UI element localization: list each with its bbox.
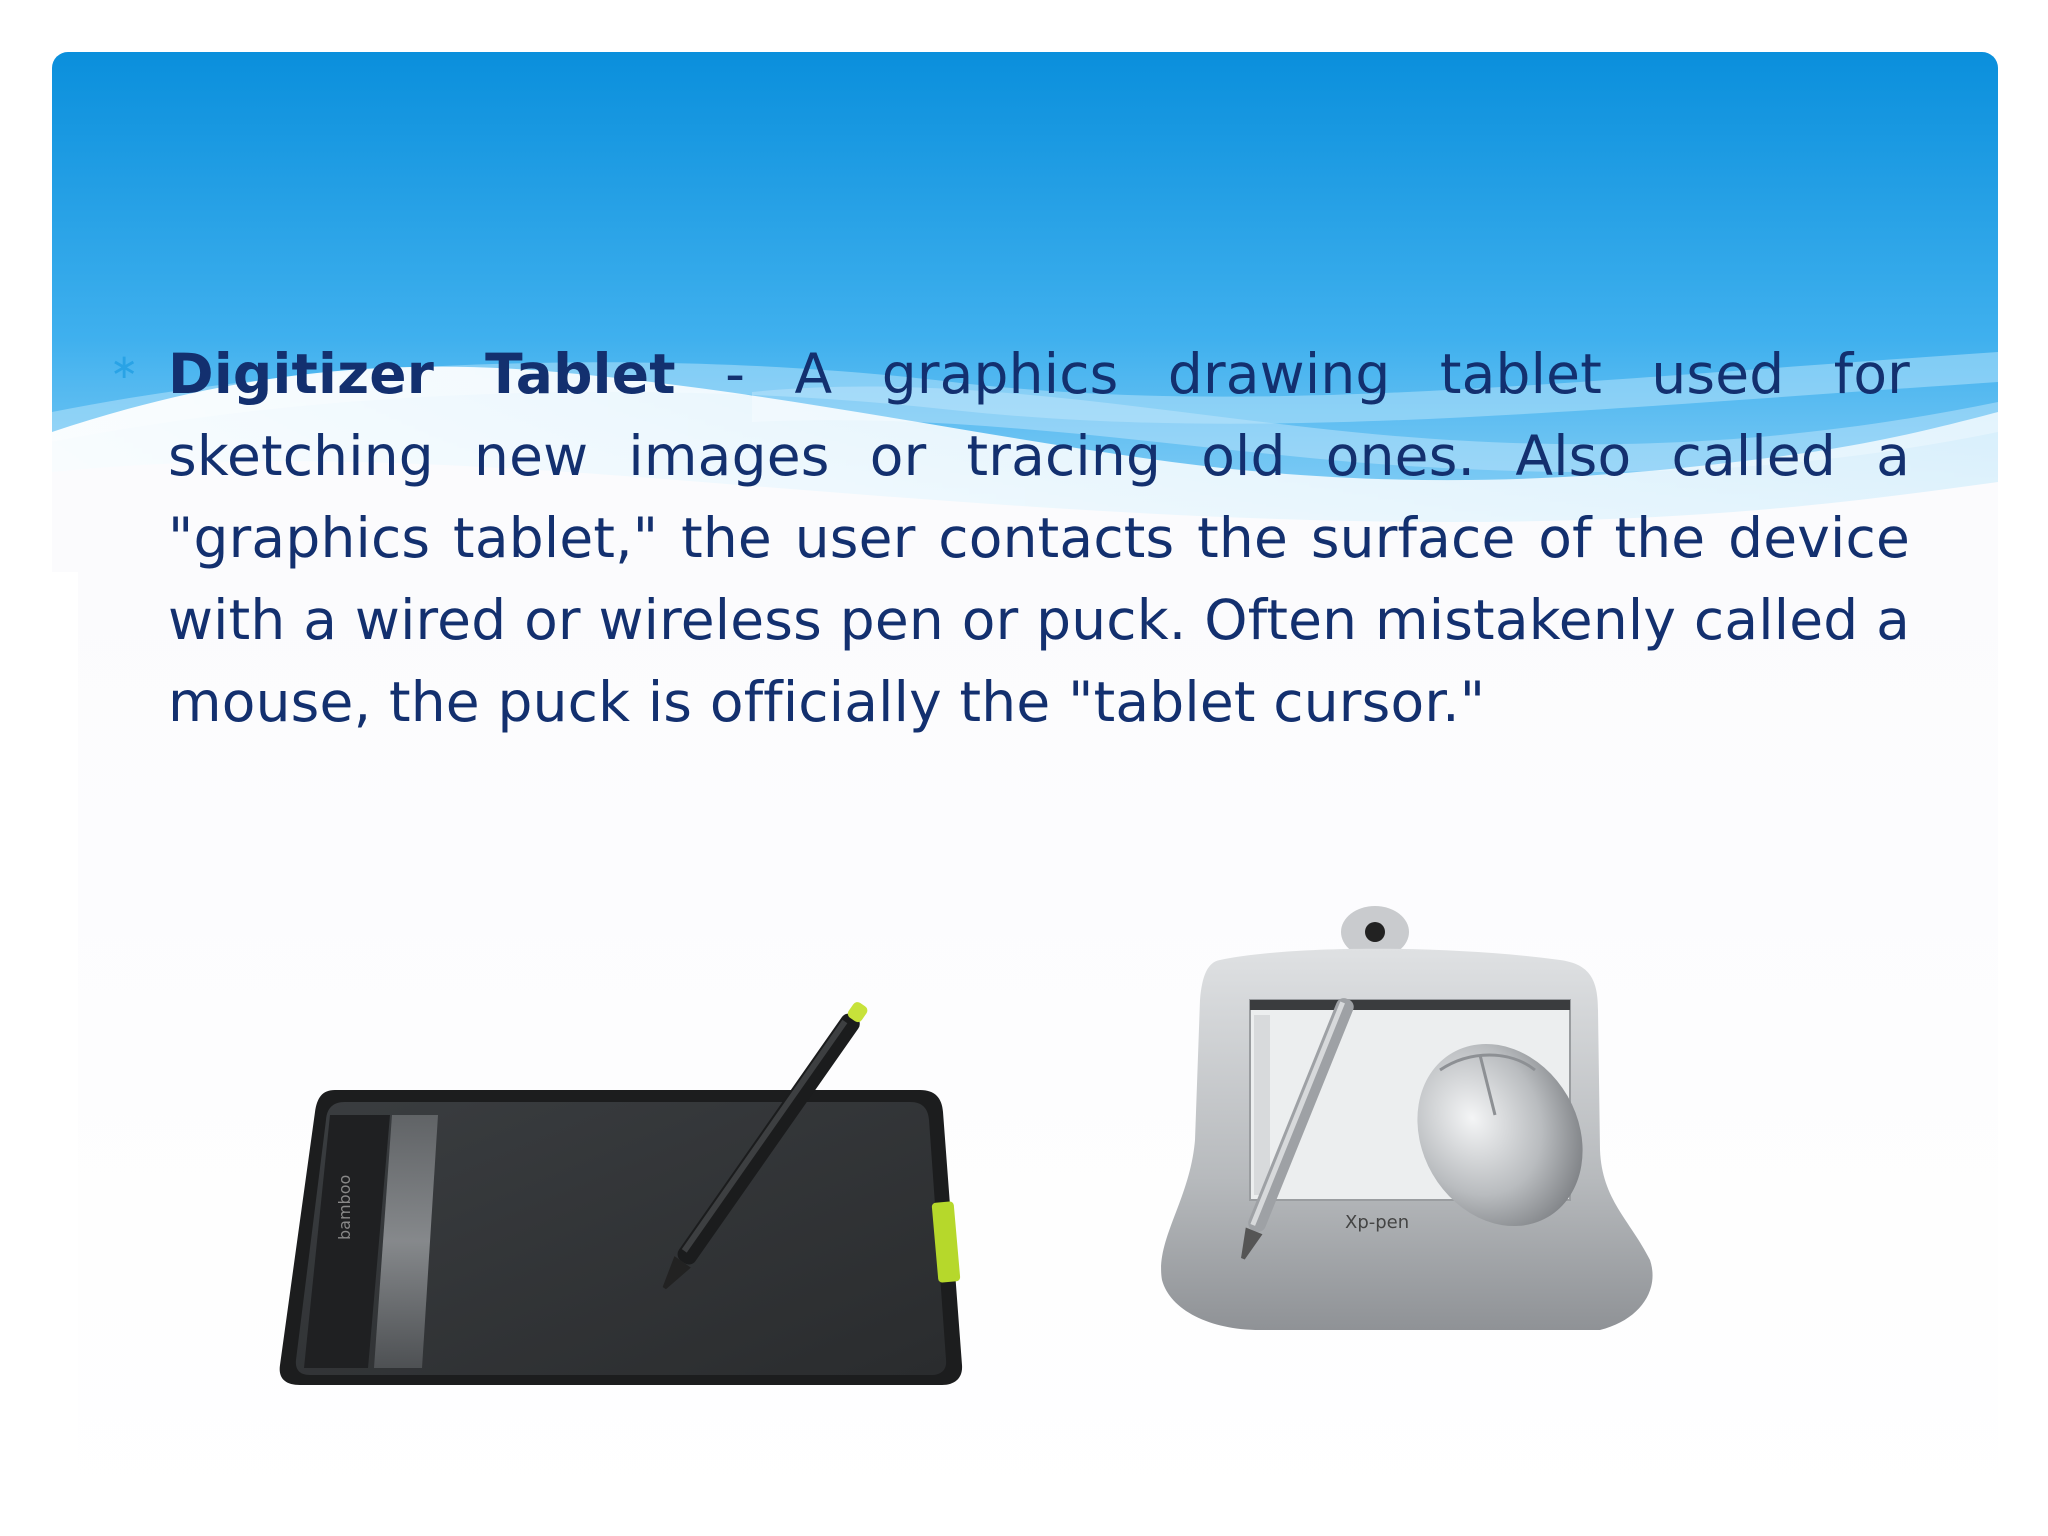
xp-pen-logo: Xp-pen <box>1345 1212 1410 1233</box>
tablet-puck-icon <box>1150 900 1770 1400</box>
tablet-with-pen-and-puck-photo <box>1150 900 1770 1400</box>
term-separator: - <box>675 342 795 406</box>
definition-text: A graphics drawing tablet used for sketching new images or tracing old ones. Also called a "graphics tablet," the user contacts the surface of the device with a wired or wireless pen or puck. Often mistakenly called a mouse, the puck is officially the "tablet cursor." <box>168 342 1910 734</box>
images-row <box>270 920 1770 1400</box>
bullet-text-body <box>168 333 1910 743</box>
bullet-marker: ∗ <box>110 347 139 387</box>
bullet-paragraph <box>100 333 1910 743</box>
svg-text:bamboo: bamboo <box>335 1174 354 1240</box>
term-digitizer-tablet: Digitizer Tablet <box>168 342 676 406</box>
pen-tablet-icon <box>270 920 990 1400</box>
pen-tablet-photo <box>270 920 990 1400</box>
